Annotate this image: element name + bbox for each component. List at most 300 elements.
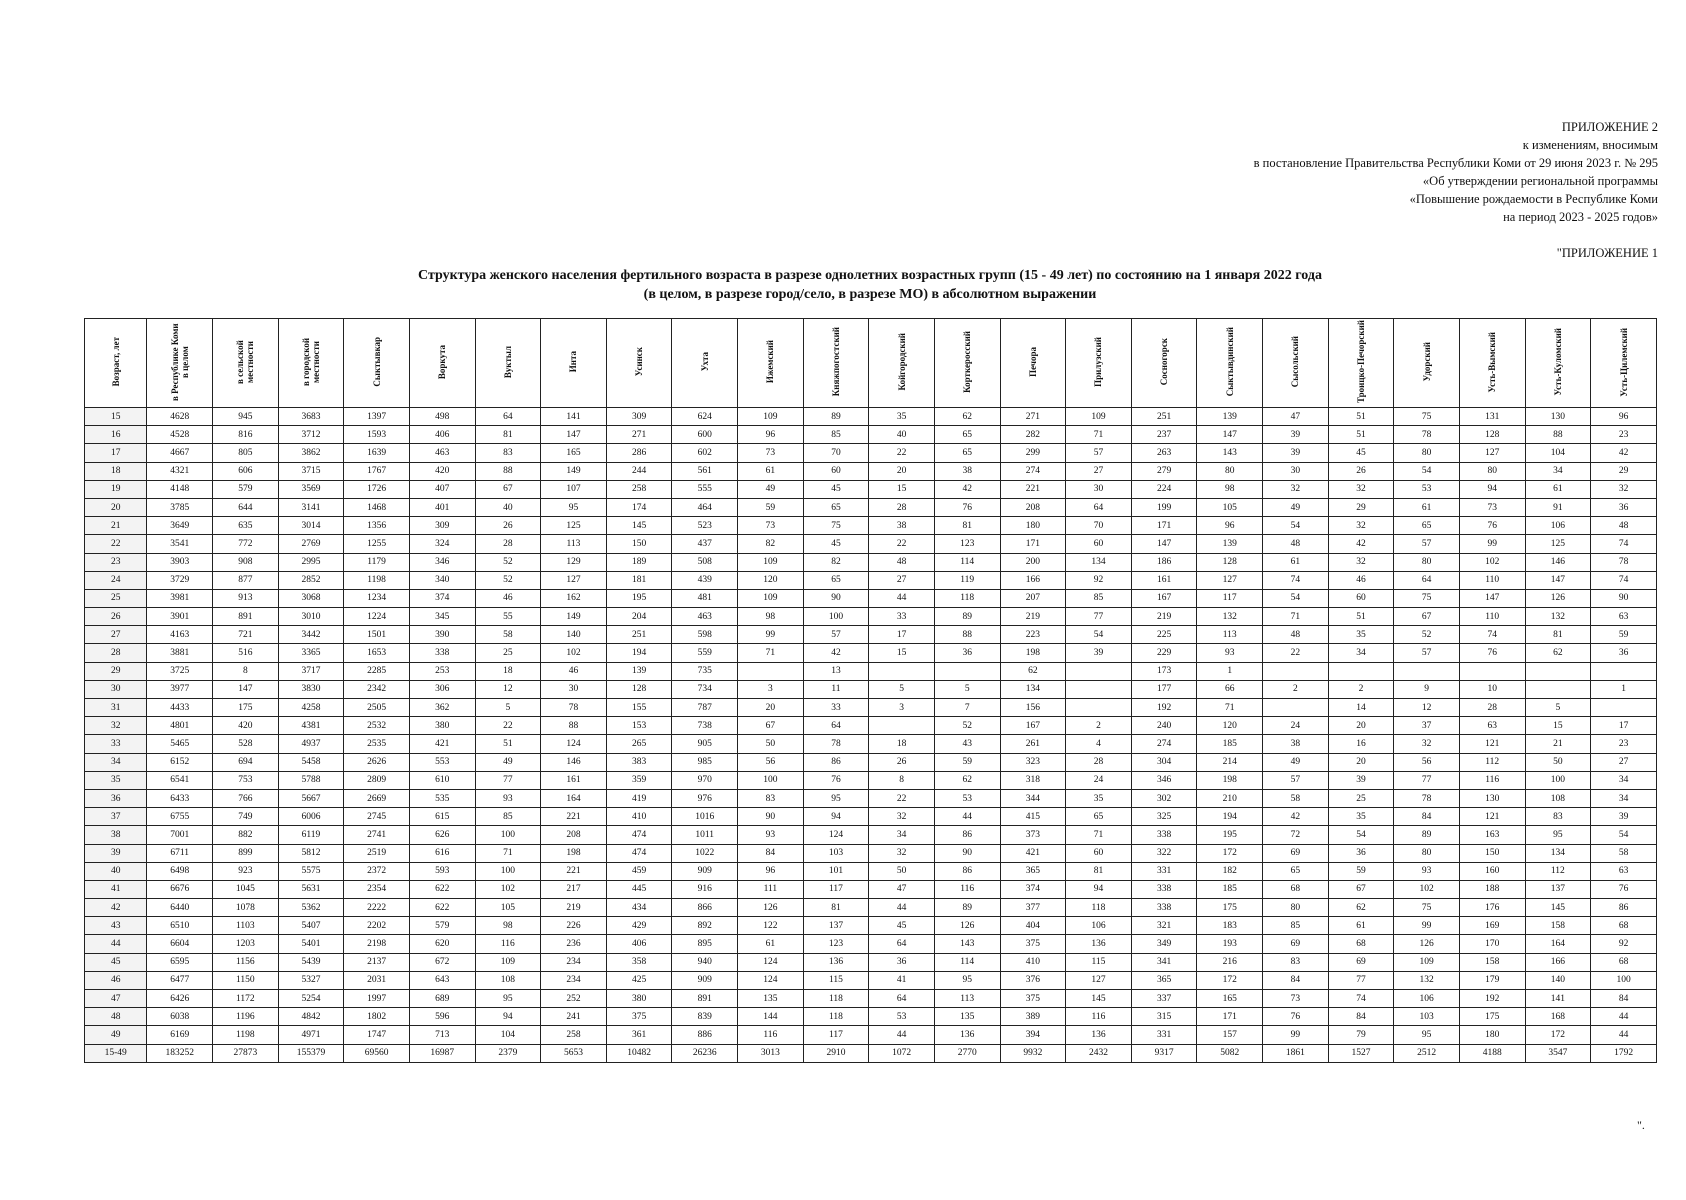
- table-cell: 1997: [344, 990, 410, 1008]
- table-cell: 3013: [738, 1044, 804, 1062]
- table-cell: 309: [409, 517, 475, 535]
- table-row: [85, 662, 1657, 680]
- table-cell: 27: [1591, 753, 1657, 771]
- table-cell: 48: [1591, 517, 1657, 535]
- table-cell: 420: [213, 717, 279, 735]
- table-cell: 50: [1525, 753, 1591, 771]
- column-header-label: Княжпогостский: [830, 327, 841, 397]
- table-cell: 20: [1328, 717, 1394, 735]
- table-cell: 108: [1525, 789, 1591, 807]
- table-cell: 1802: [344, 1008, 410, 1026]
- table-cell: 13: [803, 662, 869, 680]
- table-cell: 4258: [278, 699, 344, 717]
- table-cell: 909: [672, 862, 738, 880]
- table-cell: 463: [409, 444, 475, 462]
- table-cell: 131: [1459, 408, 1525, 426]
- table-cell: 374: [1000, 880, 1066, 898]
- table-cell: 130: [1525, 408, 1591, 426]
- table-cell: 1501: [344, 626, 410, 644]
- table-cell: 341: [1131, 953, 1197, 971]
- table-cell: 46: [541, 662, 607, 680]
- table-cell: 127: [1066, 971, 1132, 989]
- table-cell: 7001: [147, 826, 213, 844]
- table-cell: 75: [1394, 589, 1460, 607]
- table-cell: 91: [1525, 498, 1591, 516]
- table-cell: 217: [541, 880, 607, 898]
- table-cell: 53: [1394, 480, 1460, 498]
- table-cell: 322: [1131, 844, 1197, 862]
- table-cell: 77: [1066, 608, 1132, 626]
- table-cell: 3977: [147, 680, 213, 698]
- table-cell: 139: [1197, 535, 1263, 553]
- table-row: [85, 826, 1657, 844]
- age-cell: 32: [85, 717, 147, 735]
- table-cell: 100: [1525, 771, 1591, 789]
- age-cell: 16: [85, 426, 147, 444]
- table-cell: 141: [1525, 990, 1591, 1008]
- table-cell: 61: [1328, 917, 1394, 935]
- table-cell: 620: [409, 935, 475, 953]
- column-header: [475, 319, 541, 408]
- table-cell: 64: [869, 990, 935, 1008]
- table-cell: 306: [409, 680, 475, 698]
- table-cell: 29: [1591, 462, 1657, 480]
- table-cell: 523: [672, 517, 738, 535]
- table-cell: 58: [475, 626, 541, 644]
- table-cell: [1066, 680, 1132, 698]
- table-cell: 610: [409, 771, 475, 789]
- table-cell: 80: [1394, 444, 1460, 462]
- table-cell: 64: [1394, 571, 1460, 589]
- table-cell: 1767: [344, 462, 410, 480]
- table-cell: 365: [1131, 971, 1197, 989]
- table-cell: 126: [738, 899, 804, 917]
- table-cell: 498: [409, 408, 475, 426]
- table-cell: 85: [803, 426, 869, 444]
- table-cell: 67: [475, 480, 541, 498]
- age-cell: 15-49: [85, 1044, 147, 1062]
- table-cell: 64: [803, 717, 869, 735]
- table-cell: 18: [475, 662, 541, 680]
- table-cell: 80: [1394, 553, 1460, 571]
- table-cell: 93: [738, 826, 804, 844]
- table-cell: 251: [606, 626, 672, 644]
- table-cell: 6440: [147, 899, 213, 917]
- table-cell: 2910: [803, 1044, 869, 1062]
- table-cell: 46: [1328, 571, 1394, 589]
- table-cell: 104: [1525, 444, 1591, 462]
- table-cell: 118: [1066, 899, 1132, 917]
- table-cell: 124: [738, 953, 804, 971]
- table-cell: 271: [606, 426, 672, 444]
- table-cell: 3010: [278, 608, 344, 626]
- table-cell: 49: [738, 480, 804, 498]
- table-cell: 46: [475, 589, 541, 607]
- table-cell: 134: [1066, 553, 1132, 571]
- table-cell: 6433: [147, 789, 213, 807]
- table-cell: 6477: [147, 971, 213, 989]
- table-cell: 74: [1263, 571, 1329, 589]
- table-cell: 1: [1197, 662, 1263, 680]
- table-cell: 42: [1263, 808, 1329, 826]
- table-cell: 158: [1459, 953, 1525, 971]
- age-cell: 18: [85, 462, 147, 480]
- table-row: [85, 735, 1657, 753]
- table-cell: 3881: [147, 644, 213, 662]
- table-cell: 123: [934, 535, 1000, 553]
- table-cell: 323: [1000, 753, 1066, 771]
- table-cell: 96: [1591, 408, 1657, 426]
- total-row: [85, 1044, 1657, 1062]
- table-cell: 579: [409, 917, 475, 935]
- table-cell: 60: [1328, 589, 1394, 607]
- table-cell: 116: [934, 880, 1000, 898]
- table-cell: 81: [934, 517, 1000, 535]
- table-cell: 90: [1591, 589, 1657, 607]
- table-cell: 6604: [147, 935, 213, 953]
- table-cell: 38: [1263, 735, 1329, 753]
- table-cell: 753: [213, 771, 279, 789]
- table-cell: 132: [1525, 608, 1591, 626]
- table-cell: 9317: [1131, 1044, 1197, 1062]
- table-cell: 1179: [344, 553, 410, 571]
- table-cell: 126: [934, 917, 1000, 935]
- table-cell: 119: [934, 571, 1000, 589]
- table-cell: 52: [1394, 626, 1460, 644]
- table-cell: 102: [475, 880, 541, 898]
- table-cell: 65: [934, 426, 1000, 444]
- table-cell: 61: [738, 935, 804, 953]
- table-cell: 375: [1000, 990, 1066, 1008]
- table-cell: 95: [803, 789, 869, 807]
- table-cell: 54: [1066, 626, 1132, 644]
- column-header-label: в городской местности: [300, 337, 321, 387]
- table-cell: 5667: [278, 789, 344, 807]
- table-cell: 221: [541, 862, 607, 880]
- table-cell: 11: [803, 680, 869, 698]
- table-cell: 192: [1131, 699, 1197, 717]
- table-cell: 3717: [278, 662, 344, 680]
- table-cell: 225: [1131, 626, 1197, 644]
- table-cell: 2198: [344, 935, 410, 953]
- table-cell: 4801: [147, 717, 213, 735]
- appendix-line: «Об утверждении региональной программы: [1422, 174, 1658, 188]
- table-cell: 263: [1131, 444, 1197, 462]
- table-cell: 36: [1591, 498, 1657, 516]
- table-cell: 103: [1394, 1008, 1460, 1026]
- table-cell: 170: [1459, 935, 1525, 953]
- table-cell: 258: [606, 480, 672, 498]
- column-header-label: Усинск: [634, 347, 645, 377]
- table-cell: 110: [1459, 571, 1525, 589]
- table-cell: 321: [1131, 917, 1197, 935]
- column-header-label: Удорский: [1421, 342, 1432, 382]
- table-cell: 127: [1459, 444, 1525, 462]
- table-cell: 112: [1459, 753, 1525, 771]
- table-cell: 78: [1394, 789, 1460, 807]
- table-cell: 115: [1066, 953, 1132, 971]
- table-cell: 34: [1328, 644, 1394, 662]
- table-cell: 99: [738, 626, 804, 644]
- table-cell: 4528: [147, 426, 213, 444]
- table-cell: 149: [541, 608, 607, 626]
- table-cell: 6595: [147, 953, 213, 971]
- table-cell: 5: [869, 680, 935, 698]
- table-cell: 244: [606, 462, 672, 480]
- table-cell: 6755: [147, 808, 213, 826]
- table-cell: 182: [1197, 862, 1263, 880]
- table-cell: 6498: [147, 862, 213, 880]
- table-cell: 85: [1263, 917, 1329, 935]
- table-cell: 474: [606, 826, 672, 844]
- table-cell: 71: [475, 844, 541, 862]
- table-cell: 57: [1394, 535, 1460, 553]
- table-cell: 110: [1459, 608, 1525, 626]
- table-cell: 40: [475, 498, 541, 516]
- table-cell: 10: [1459, 680, 1525, 698]
- table-cell: 4148: [147, 480, 213, 498]
- table-cell: 167: [1131, 589, 1197, 607]
- table-cell: 78: [1591, 553, 1657, 571]
- table-cell: 1150: [213, 971, 279, 989]
- table-cell: 5653: [541, 1044, 607, 1062]
- table-cell: 88: [934, 626, 1000, 644]
- table-cell: 2137: [344, 953, 410, 971]
- table-cell: 78: [541, 699, 607, 717]
- table-cell: 3903: [147, 553, 213, 571]
- table-cell: 134: [1525, 844, 1591, 862]
- table-cell: 117: [803, 1026, 869, 1044]
- table-cell: 89: [1394, 826, 1460, 844]
- table-cell: 22: [869, 535, 935, 553]
- table-cell: 839: [672, 1008, 738, 1026]
- table-cell: 410: [606, 808, 672, 826]
- table-cell: [738, 662, 804, 680]
- table-cell: [934, 662, 1000, 680]
- table-row: [85, 753, 1657, 771]
- table-cell: 76: [1459, 517, 1525, 535]
- table-cell: 74: [1591, 535, 1657, 553]
- column-header-label: Усть-Вымский: [1487, 331, 1498, 393]
- table-cell: 95: [1394, 1026, 1460, 1044]
- table-cell: 299: [1000, 444, 1066, 462]
- table-cell: 644: [213, 498, 279, 516]
- table-cell: 79: [1328, 1026, 1394, 1044]
- age-cell: 40: [85, 862, 147, 880]
- table-cell: 116: [1066, 1008, 1132, 1026]
- table-row: [85, 553, 1657, 571]
- table-cell: 140: [1525, 971, 1591, 989]
- table-cell: 49: [1263, 753, 1329, 771]
- table-cell: 61: [1525, 480, 1591, 498]
- table-cell: 30: [541, 680, 607, 698]
- table-cell: 1356: [344, 517, 410, 535]
- age-cell: 31: [85, 699, 147, 717]
- table-cell: 57: [803, 626, 869, 644]
- table-cell: 80: [1197, 462, 1263, 480]
- table-cell: 61: [1263, 553, 1329, 571]
- table-cell: 54: [1328, 826, 1394, 844]
- table-cell: 99: [1459, 535, 1525, 553]
- table-cell: 59: [1328, 862, 1394, 880]
- table-cell: 27: [869, 571, 935, 589]
- table-cell: 6006: [278, 808, 344, 826]
- table-cell: 20: [869, 462, 935, 480]
- table-cell: 481: [672, 589, 738, 607]
- table-cell: 3729: [147, 571, 213, 589]
- table-cell: 75: [1394, 899, 1460, 917]
- table-cell: 60: [803, 462, 869, 480]
- table-cell: 165: [541, 444, 607, 462]
- table-cell: 64: [475, 408, 541, 426]
- table-cell: 2202: [344, 917, 410, 935]
- table-cell: 54: [1394, 462, 1460, 480]
- table-cell: 2769: [278, 535, 344, 553]
- table-cell: 4163: [147, 626, 213, 644]
- table-cell: 54: [1591, 826, 1657, 844]
- table-cell: 155: [606, 699, 672, 717]
- table-cell: 82: [738, 535, 804, 553]
- table-cell: 65: [1066, 808, 1132, 826]
- table-cell: 7: [934, 699, 1000, 717]
- table-cell: 81: [803, 899, 869, 917]
- table-cell: [1525, 662, 1591, 680]
- table-row: [85, 462, 1657, 480]
- table-cell: 5: [475, 699, 541, 717]
- table-cell: 3014: [278, 517, 344, 535]
- table-cell: 553: [409, 753, 475, 771]
- appendix-line: ПРИЛОЖЕНИЕ 2: [1561, 120, 1658, 134]
- table-cell: 274: [1000, 462, 1066, 480]
- table-cell: 109: [738, 589, 804, 607]
- table-cell: 12: [475, 680, 541, 698]
- table-cell: 94: [1066, 880, 1132, 898]
- table-cell: 36: [934, 644, 1000, 662]
- table-cell: 30: [1263, 462, 1329, 480]
- table-cell: 45: [869, 917, 935, 935]
- table-cell: 74: [1328, 990, 1394, 1008]
- table-cell: 147: [1525, 571, 1591, 589]
- table-cell: 53: [869, 1008, 935, 1026]
- table-cell: 689: [409, 990, 475, 1008]
- appendix-line: в постановление Правительства Республики Коми от 29 июня 2023 г. № 295: [1253, 156, 1658, 170]
- table-row: [85, 899, 1657, 917]
- table-cell: 26: [475, 517, 541, 535]
- table-cell: 166: [1525, 953, 1591, 971]
- table-cell: 70: [1066, 517, 1132, 535]
- table-cell: 559: [672, 644, 738, 662]
- table-cell: 104: [475, 1026, 541, 1044]
- table-cell: 5: [934, 680, 1000, 698]
- table-cell: 166: [1000, 571, 1066, 589]
- table-cell: 92: [1066, 571, 1132, 589]
- table-cell: 61: [738, 462, 804, 480]
- age-cell: 45: [85, 953, 147, 971]
- table-cell: 25: [475, 644, 541, 662]
- table-cell: 112: [1525, 862, 1591, 880]
- table-cell: 6152: [147, 753, 213, 771]
- table-cell: 129: [541, 553, 607, 571]
- table-cell: 94: [475, 1008, 541, 1026]
- table-cell: 39: [1263, 444, 1329, 462]
- table-cell: 346: [1131, 771, 1197, 789]
- table-cell: 43: [934, 735, 1000, 753]
- table-cell: 198: [1000, 644, 1066, 662]
- table-row: [85, 408, 1657, 426]
- table-cell: 32: [869, 844, 935, 862]
- table-cell: 47: [1263, 408, 1329, 426]
- table-row: [85, 589, 1657, 607]
- table-cell: 98: [475, 917, 541, 935]
- table-cell: 39: [1263, 426, 1329, 444]
- table-cell: 738: [672, 717, 738, 735]
- table-cell: 89: [934, 899, 1000, 917]
- table-cell: 389: [1000, 1008, 1066, 1026]
- table-cell: 150: [1459, 844, 1525, 862]
- table-row: [85, 862, 1657, 880]
- table-cell: 2519: [344, 844, 410, 862]
- table-cell: 161: [541, 771, 607, 789]
- table-cell: 62: [1328, 899, 1394, 917]
- table-cell: 252: [541, 990, 607, 1008]
- table-cell: 63: [1591, 862, 1657, 880]
- table-cell: 22: [1263, 644, 1329, 662]
- table-cell: 421: [409, 735, 475, 753]
- table-cell: 51: [1328, 426, 1394, 444]
- table-cell: 120: [1197, 717, 1263, 735]
- table-cell: 176: [1459, 899, 1525, 917]
- table-cell: [1328, 662, 1394, 680]
- column-header-label: Прилузский: [1093, 337, 1104, 387]
- table-cell: 143: [934, 935, 1000, 953]
- table-cell: 600: [672, 426, 738, 444]
- table-cell: 376: [1000, 971, 1066, 989]
- table-cell: 92: [1591, 935, 1657, 953]
- table-cell: 109: [1394, 953, 1460, 971]
- table-cell: 1198: [213, 1026, 279, 1044]
- table-cell: 109: [738, 553, 804, 571]
- table-cell: 6541: [147, 771, 213, 789]
- table-cell: 126: [1525, 589, 1591, 607]
- column-header: [803, 319, 869, 408]
- table-cell: 44: [1591, 1008, 1657, 1026]
- table-cell: 734: [672, 680, 738, 698]
- table-cell: 4937: [278, 735, 344, 753]
- column-header: [344, 319, 410, 408]
- table-cell: 241: [541, 1008, 607, 1026]
- table-row: [85, 844, 1657, 862]
- table-cell: 15: [869, 480, 935, 498]
- table-cell: 2532: [344, 717, 410, 735]
- table-cell: 36: [1328, 844, 1394, 862]
- column-header-label: в сельской местности: [235, 340, 256, 384]
- table-cell: 67: [1394, 608, 1460, 626]
- column-header: [409, 319, 475, 408]
- table-cell: 62: [934, 771, 1000, 789]
- table-cell: 8: [869, 771, 935, 789]
- table-cell: 83: [738, 789, 804, 807]
- table-cell: 39: [1591, 808, 1657, 826]
- table-cell: 199: [1131, 498, 1197, 516]
- table-cell: 1156: [213, 953, 279, 971]
- closing-quote: ".: [1637, 1118, 1645, 1132]
- table-cell: 39: [1066, 644, 1132, 662]
- table-cell: 74: [1459, 626, 1525, 644]
- column-header: [147, 319, 213, 408]
- table-cell: 109: [738, 408, 804, 426]
- table-cell: 5458: [278, 753, 344, 771]
- table-cell: 34: [1525, 462, 1591, 480]
